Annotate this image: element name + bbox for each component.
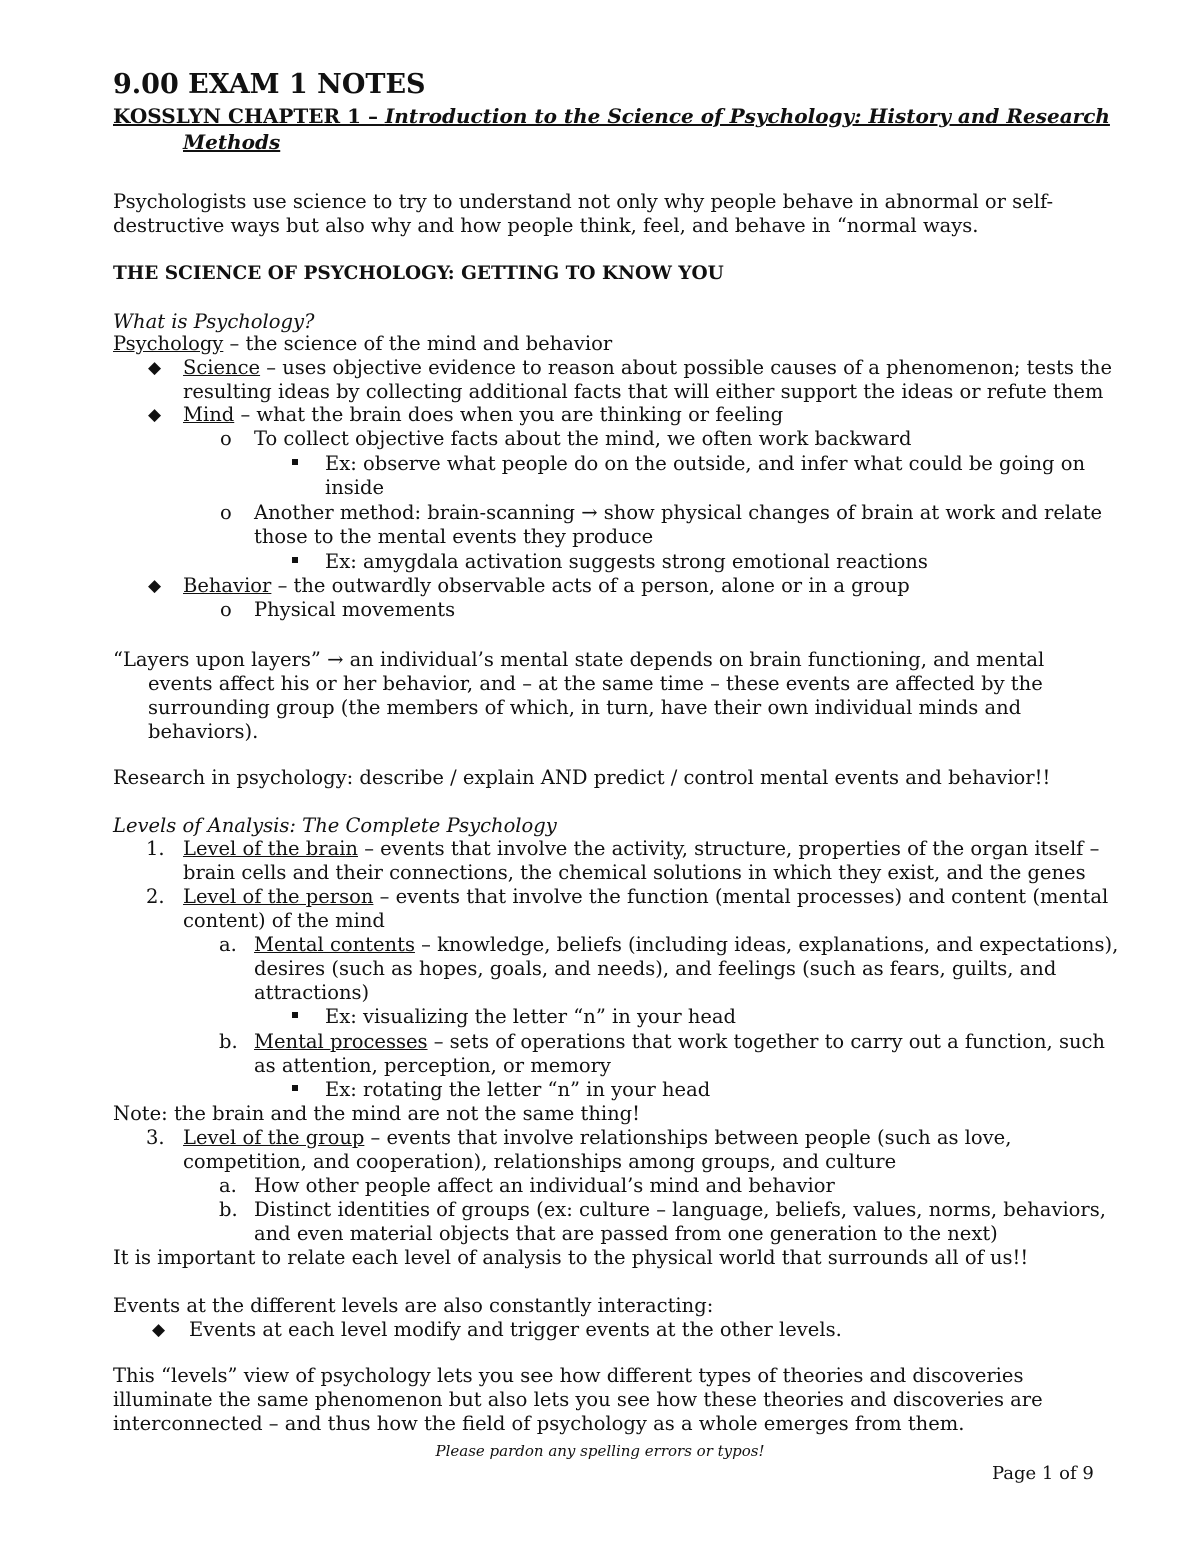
important-line: It is important to relate each level of analysis to the physical world that surrounds all of us!! xyxy=(113,1246,1029,1269)
definition-cont: desires (such as hopes, goals, and needs), and feelings (such as fears, guilts, and xyxy=(254,957,1057,980)
list-item: Events at each level modify and trigger events at the other levels. xyxy=(189,1318,842,1341)
layers-line: events affect his or her behavior, and – at the same time – these events are affected by the xyxy=(148,672,1043,695)
chapter-title-1: Introduction to the Science of Psychology: History and Research xyxy=(384,104,1110,128)
definition: – events that involve the activity, structure, properties of the organ itself – xyxy=(358,837,1100,860)
definition: – events that involve the function (mental processes) and content (mental xyxy=(373,885,1109,908)
list-number: 3. xyxy=(146,1126,165,1149)
list-item-cont: and even material objects that are passed from one generation to the next) xyxy=(254,1222,998,1245)
chapter-heading-cont xyxy=(183,130,280,154)
events-line: Events at the different levels are also constantly interacting: xyxy=(113,1294,714,1317)
list-letter: a. xyxy=(219,933,237,956)
list-item: How other people affect an individual’s mind and behavior xyxy=(254,1174,835,1197)
list-item: Ex: rotating the letter “n” in your head xyxy=(325,1078,711,1101)
intro-line: destructive ways but also why and how people think, feel, and behave in “normal ways. xyxy=(113,214,979,237)
list-letter: a. xyxy=(219,1174,237,1197)
chapter-label: KOSSLYN CHAPTER 1 – xyxy=(113,104,385,128)
section-heading: THE SCIENCE OF PSYCHOLOGY: GETTING TO KNOW YOU xyxy=(113,263,724,284)
o-bullet: o xyxy=(220,427,232,450)
o-bullet: o xyxy=(220,501,232,524)
definition-cont: content) of the mind xyxy=(183,909,385,932)
definition-science xyxy=(183,356,1112,380)
definition-cont: as attention, perception, or memory xyxy=(254,1054,611,1077)
intro-line: Psychologists use science to try to understand not only why people behave in abnormal or self- xyxy=(113,190,1054,213)
list-item-cont: inside xyxy=(325,476,385,499)
list-item: Ex: observe what people do on the outside, and infer what could be going on xyxy=(325,452,1086,475)
level-person xyxy=(183,885,1108,909)
list-item: Ex: amygdala activation suggests strong emotional reactions xyxy=(325,550,928,573)
layers-line: “Layers upon layers” → an individual’s mental state depends on brain functioning, and mental xyxy=(113,648,1045,671)
mental-processes xyxy=(254,1030,1105,1054)
definition: – knowledge, beliefs (including ideas, explanations, and expectations), xyxy=(414,933,1119,956)
page-number: Page 1 of 9 xyxy=(992,1463,1094,1484)
definition: – the outwardly observable acts of a person, alone or in a group xyxy=(271,574,910,597)
list-item: Another method: brain-scanning → show physical changes of brain at work and relate xyxy=(254,501,1103,524)
term: Behavior xyxy=(183,574,272,597)
list-item-cont: those to the mental events they produce xyxy=(254,525,654,548)
closing-line: illuminate the same phenomenon but also lets you see how these theories and discoveries are xyxy=(113,1388,1043,1411)
term: Mental processes xyxy=(254,1030,428,1053)
closing-line: This “levels” view of psychology lets you see how different types of theories and discoveries xyxy=(113,1364,1024,1387)
list-item: Physical movements xyxy=(254,598,456,621)
doc-title: 9.00 EXAM 1 NOTES xyxy=(113,69,426,100)
definition: – the science of the mind and behavior xyxy=(223,332,613,355)
definition-psychology xyxy=(113,332,612,356)
definition-behavior xyxy=(183,574,910,598)
list-letter: b. xyxy=(219,1198,238,1221)
footer-note: Please pardon any spelling errors or typos! xyxy=(435,1442,765,1460)
square-bullet-icon xyxy=(292,1012,298,1018)
diamond-bullet-icon: ◆ xyxy=(148,358,162,378)
closing-line: interconnected – and thus how the field of psychology as a whole emerges from them. xyxy=(113,1412,965,1435)
definition-mind xyxy=(183,403,783,427)
diamond-bullet-icon: ◆ xyxy=(148,576,162,596)
term: Level of the brain xyxy=(183,837,358,860)
square-bullet-icon xyxy=(292,1085,298,1091)
term: Science xyxy=(183,356,261,379)
note-line: Note: the brain and the mind are not the same thing! xyxy=(113,1102,640,1125)
definition: – uses objective evidence to reason about possible causes of a phenomenon; tests the xyxy=(260,356,1113,379)
definition-cont: brain cells and their connections, the chemical solutions in which they exist, and the genes xyxy=(183,861,1086,884)
definition: – what the brain does when you are thinking or feeling xyxy=(234,403,784,426)
square-bullet-icon xyxy=(292,557,298,563)
list-item: To collect objective facts about the mind, we often work backward xyxy=(254,427,912,450)
chapter-title-2: Methods xyxy=(183,130,281,154)
term: Mind xyxy=(183,403,235,426)
o-bullet: o xyxy=(220,598,232,621)
chapter-heading xyxy=(113,104,1110,128)
list-item: Ex: visualizing the letter “n” in your head xyxy=(325,1005,737,1028)
definition-cont: attractions) xyxy=(254,981,370,1004)
level-brain xyxy=(183,837,1099,861)
level-group xyxy=(183,1126,1011,1150)
definition: – events that involve relationships between people (such as love, xyxy=(364,1126,1012,1149)
list-item: Distinct identities of groups (ex: culture – language, beliefs, values, norms, behaviors, xyxy=(254,1198,1106,1221)
square-bullet-icon xyxy=(292,459,298,465)
list-number: 1. xyxy=(146,837,165,860)
subheading-levels: Levels of Analysis: The Complete Psychology xyxy=(113,814,557,837)
term: Psychology xyxy=(113,332,224,355)
term: Level of the person xyxy=(183,885,374,908)
definition-cont: resulting ideas by collecting additional facts that will either support the ideas or refute them xyxy=(183,380,1104,403)
term: Mental contents xyxy=(254,933,415,956)
layers-line: behaviors). xyxy=(148,720,259,743)
subheading-what-is: What is Psychology? xyxy=(113,310,315,333)
research-line: Research in psychology: describe / explain AND predict / control mental events and behavior!! xyxy=(113,766,1051,789)
mental-contents xyxy=(254,933,1118,957)
definition-cont: competition, and cooperation), relationships among groups, and culture xyxy=(183,1150,897,1173)
layers-line: surrounding group (the members of which, in turn, have their own individual minds and xyxy=(148,696,1022,719)
definition: – sets of operations that work together to carry out a function, such xyxy=(427,1030,1105,1053)
diamond-bullet-icon: ◆ xyxy=(148,405,162,425)
list-letter: b. xyxy=(219,1030,238,1053)
list-number: 2. xyxy=(146,885,165,908)
diamond-bullet-icon: ◆ xyxy=(152,1320,166,1340)
term: Level of the group xyxy=(183,1126,365,1149)
